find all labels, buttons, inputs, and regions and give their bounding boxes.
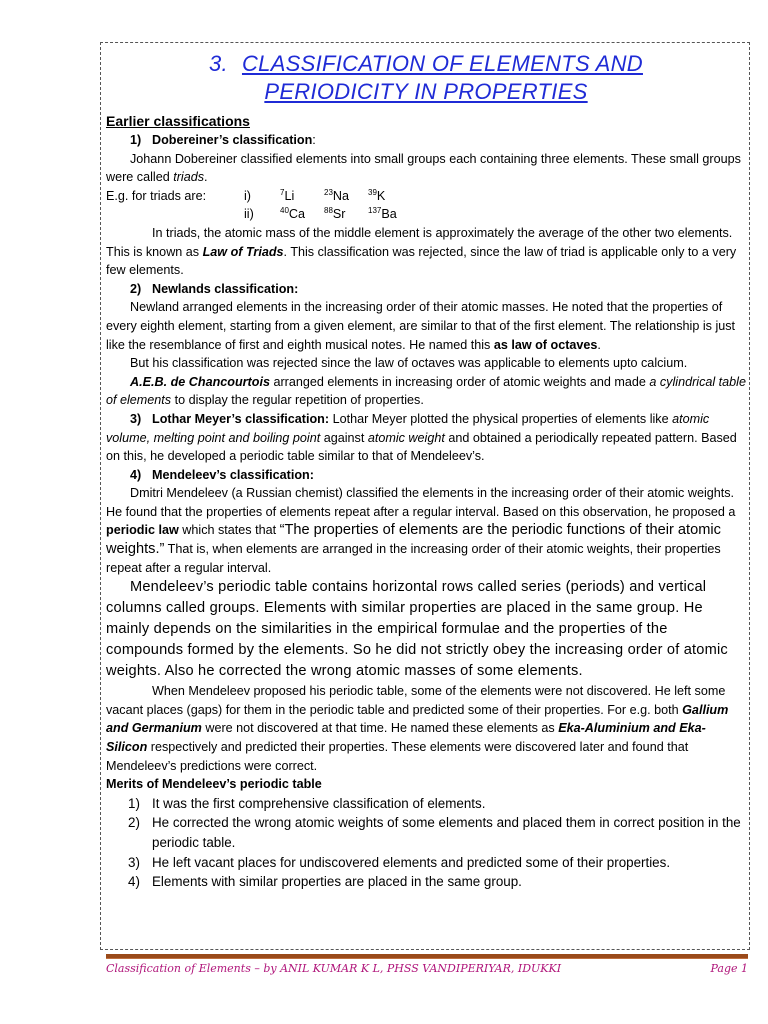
mendeleev-heading: 4) Mendeleev’s classification: (130, 467, 314, 482)
mendeleev-paragraph-3: When Mendeleev proposed his periodic table, some of the elements were not discovered. He left some vacant places (gaps) for them in the periodic table and predicted some of their properties. For e.g. both Gallium and Germanium were not discovered at that time. He named these elements as Eka-Aluminium and Eka-Silicon respectively and predicted their properties. These elements were discovered later and found that Mendeleev’s predictions were correct. (106, 684, 729, 773)
merits-heading: Merits of Mendeleev’s periodic table (106, 777, 322, 792)
mendeleev-paragraph-2: Mendeleev’s periodic table contains horizontal rows called series (periods) and vertical columns called groups. Elements with similar properties are placed in the same group. He mainly depends on the similarities in the empirical formulae and the properties of the compounds formed by the elements. So he did not strictly obey the increasing order of atomic weights. Also he corrected the wrong atomic masses of some elements. (106, 579, 728, 680)
list-item: 1) It was the first comprehensive classification of elements. (128, 795, 486, 811)
lothar-heading: 3) Lothar Meyer’s classification: (130, 411, 330, 426)
footer-rule (106, 954, 748, 959)
dobereiner-paragraph-2: In triads, the atomic mass of the middle element is approximately the average of the other two elements. This is known as Law of Triads. This classification was rejected, since the law of triad is applicable only to a very few elements. (106, 225, 737, 278)
title-line-1: CLASSIFICATION OF ELEMENTS AND (241, 51, 643, 76)
newlands-paragraph-2: But his classification was rejected since the law of octaves was applicable to elements upto calcium. (130, 356, 688, 371)
section-heading: Earlier classifications (106, 113, 250, 129)
newlands-paragraph-1: Newland arranged elements in the increasing order of their atomic masses. He noted that the properties of every eighth element, starting from a given element, are similar to that of the first element. The relationship is just like the resemblance of first and eighth musical notes. He named this as law of octaves. (106, 300, 736, 352)
triad-row-2: ii) $^{40}$Ca $^{88}$Sr $^{137}$Ba (244, 206, 397, 222)
footer-text: Classification of Elements – by ANIL KUMAR K L, PHSS VANDIPERIYAR, IDUKKI (106, 962, 562, 975)
lothar-paragraph: Lothar Meyer plotted the physical properties of elements like atomic volume, melting point and boiling point against atomic weight and obtained a periodically repeated pattern. Based on this, he developed a periodic table similar to that of Mendeleev’s. (106, 411, 737, 464)
title-line-2: PERIODICITY IN PROPERTIES (264, 79, 588, 104)
merits-list (106, 794, 746, 892)
dobereiner-paragraph-1: Johann Dobereiner classified elements into small groups each containing three elements. These small groups were called triads. (106, 151, 741, 185)
triad-row-1: E.g. for triads are: i) $^7$Li $^{23}$Na $^{39}$K (106, 187, 386, 203)
page-title (106, 50, 746, 106)
list-item: 4) Elements with similar properties are placed in the same group. (128, 874, 522, 890)
chancourtois-paragraph: A.E.B. de Chancourtois arranged elements in increasing order of atomic weights and made a cylindrical table of elements to display the regular repetition of properties. (106, 374, 746, 408)
chapter-number: 3. (209, 51, 228, 76)
document-body (106, 48, 746, 892)
mendeleev-paragraph-1: Dmitri Mendeleev (a Russian chemist) classified the elements in the increasing order of their atomic weights. He found that the properties of elements repeat after a regular interval. Based on this observation, he proposed a periodic law which states that “The properties of elements are the periodic functions of their atomic weights.” That is, when elements are arranged in the increasing order of their atomic weights, their properties repeat after a regular interval. (106, 486, 736, 575)
page-number: Page 1 (710, 962, 748, 975)
newlands-heading: 2) Newlands classification: (130, 281, 299, 296)
dobereiner-heading: 1) Dobereiner’s classification: (130, 133, 316, 147)
list-item: 3) He left vacant places for undiscovered elements and predicted some of their properties. (128, 854, 671, 870)
list-item: 2) He corrected the wrong atomic weights of some elements and placed them in correct position in the periodic table. (128, 815, 741, 850)
page-footer (106, 962, 748, 975)
